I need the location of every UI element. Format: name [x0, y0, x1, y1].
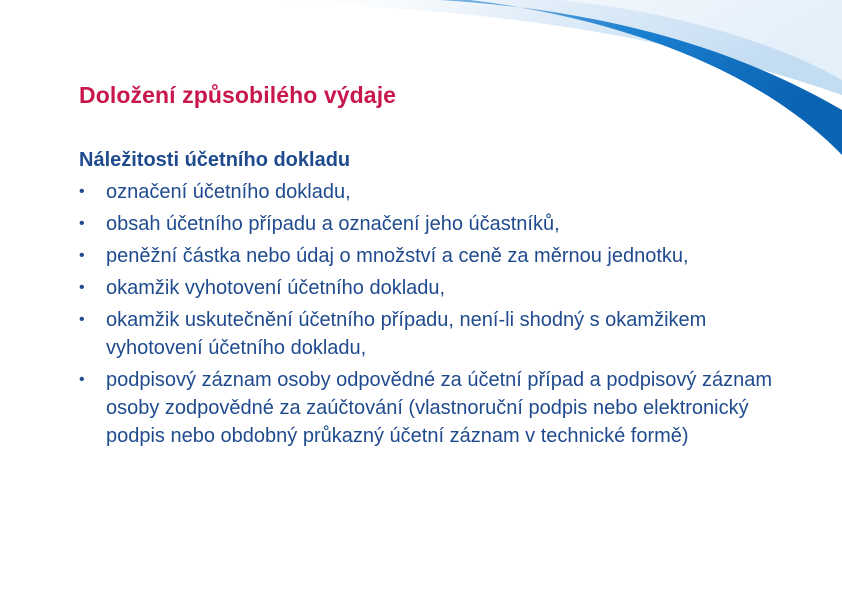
list-item-text: okamžik uskutečnění účetního případu, není-li shodný s okamžikem vyhotovení účetního dokladu,	[106, 309, 707, 359]
list-item-text: obsah účetního případu a označení jeho účastníků,	[106, 213, 560, 235]
list-item	[79, 366, 779, 450]
list-item	[79, 274, 779, 302]
list-item-text: označení účetního dokladu,	[106, 181, 351, 203]
bullet-list	[79, 178, 779, 450]
list-item-text: podpisový záznam osoby odpovědné za účetní případ a podpisový záznam osoby zodpovědné za zaúčtování (vlastnoruční podpis nebo elektronický podpis nebo obdobný průkazný účetní záznam v technické formě)	[106, 369, 772, 447]
bullet-icon: •	[79, 279, 85, 296]
content-block	[79, 146, 779, 450]
bullet-icon: •	[79, 311, 85, 328]
list-item	[79, 178, 779, 206]
bullet-icon: •	[79, 371, 85, 388]
slide-title: Doložení způsobilého výdaje	[79, 82, 397, 108]
list-item-text: peněžní částka nebo údaj o množství a ceně za měrnou jednotku,	[106, 245, 689, 267]
section-heading: Náležitosti účetního dokladu	[79, 149, 351, 171]
bullet-icon: •	[79, 247, 85, 264]
list-item	[79, 306, 779, 362]
bullet-icon: •	[79, 215, 85, 232]
list-item	[79, 242, 779, 270]
bullet-icon: •	[79, 183, 85, 200]
list-item	[79, 210, 779, 238]
list-item-text: okamžik vyhotovení účetního dokladu,	[106, 277, 446, 299]
